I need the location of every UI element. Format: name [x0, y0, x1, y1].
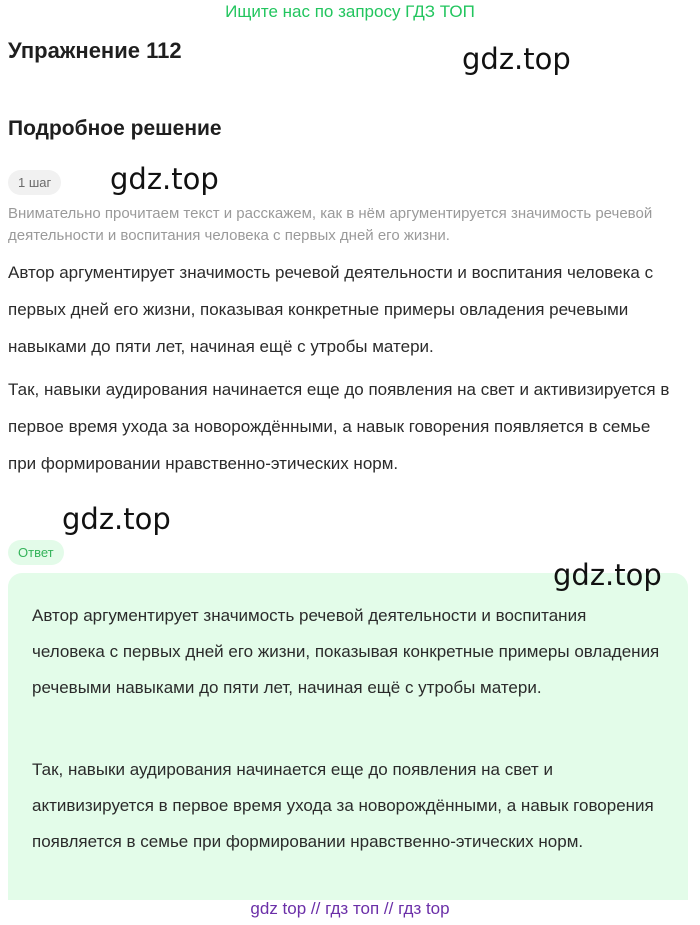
solution-paragraph: Так, навыки аудирования начинается еще до появления на свет и активизируется в первое время ухода за новорождёнными, а навык говорения появляется в семье при формировании нравственно-этических норм. — [8, 380, 670, 473]
solution-heading: Подробное решение — [8, 117, 222, 140]
search-banner: Ищите нас по запросу ГДЗ ТОП — [225, 2, 475, 21]
footer-links: gdz top // гдз топ // гдз top — [250, 899, 450, 918]
exercise-title: Упражнение 112 — [8, 38, 182, 63]
watermark: gdz.top — [462, 42, 571, 76]
step-badge: 1 шаг — [8, 170, 61, 195]
answer-paragraph: Автор аргументирует значимость речевой деятельности и воспитания человека с первых дней его жизни, показывая конкретные примеры овладения речевыми навыками до пяти лет, начиная ещё с утробы матери. — [32, 606, 660, 697]
watermark: gdz.top — [553, 558, 662, 592]
watermark: gdz.top — [110, 162, 219, 196]
answer-badge: Ответ — [8, 540, 64, 565]
answer-box — [8, 573, 688, 900]
solution-paragraph: Автор аргументирует значимость речевой деятельности и воспитания человека с первых дней его жизни, показывая конкретные примеры овладения речевыми навыками до пяти лет, начиная ещё с утробы матери. — [8, 263, 654, 356]
watermark: gdz.top — [62, 502, 171, 536]
step-hint: Внимательно прочитаем текст и расскажем, как в нём аргументируется значимость речевой деятельности и воспитания человека с первых дней его жизни. — [8, 205, 653, 244]
answer-paragraph: Так, навыки аудирования начинается еще до появления на свет и активизируется в первое время ухода за новорождёнными, а навык говорения появляется в семье при формировании нравственно-этических норм. — [32, 760, 654, 851]
